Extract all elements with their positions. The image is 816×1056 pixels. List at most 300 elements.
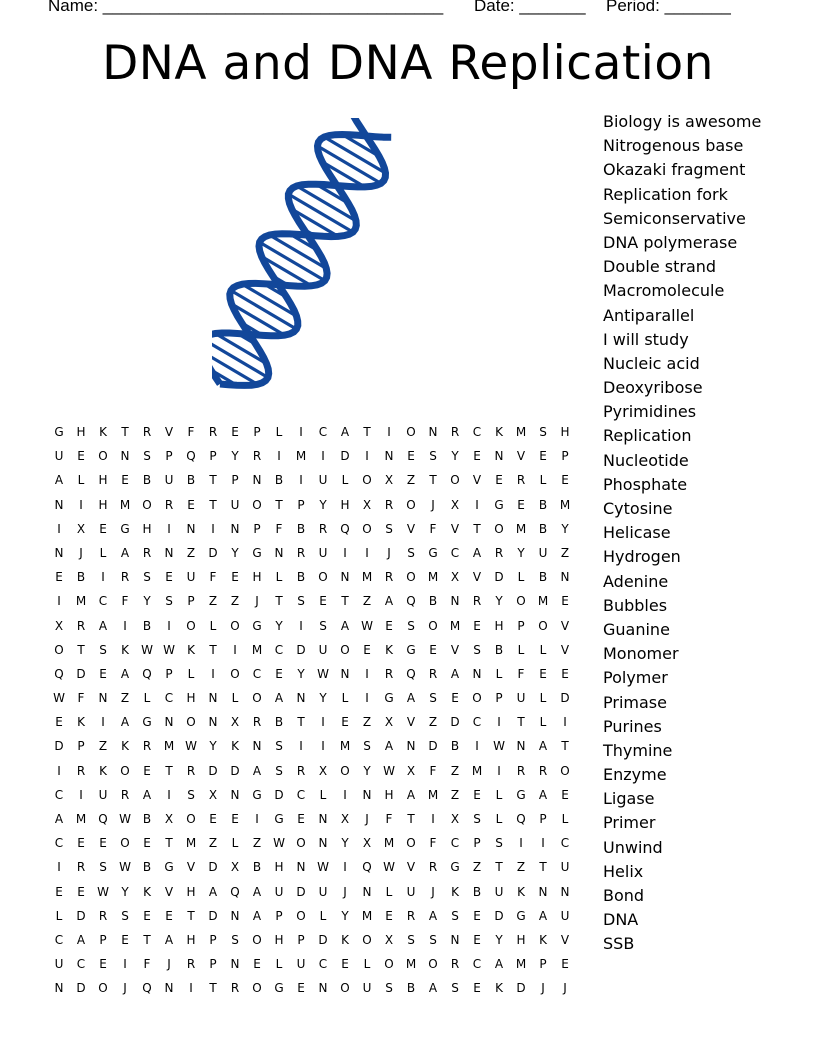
grid-letter: D <box>208 545 218 560</box>
grid-letter: N <box>318 836 328 851</box>
grid-letter: R <box>472 594 482 609</box>
grid-letter: E <box>77 884 85 899</box>
grid-letter: Z <box>230 594 240 609</box>
grid-letter: O <box>54 642 64 657</box>
grid-letter: H <box>274 932 284 947</box>
grid-letter: X <box>384 715 394 730</box>
grid-letter: E <box>451 691 459 706</box>
grid-letter: A <box>538 739 548 754</box>
grid-letter: H <box>186 884 196 899</box>
grid-letter: S <box>121 908 129 923</box>
grid-letter: E <box>473 908 481 923</box>
word-list-item: Macromolecule <box>603 281 725 301</box>
grid-letter: W <box>493 739 505 754</box>
grid-letter: Y <box>297 666 305 681</box>
word-list-item: Bubbles <box>603 595 668 615</box>
grid-letter: P <box>187 594 195 609</box>
grid-letter: K <box>143 884 151 899</box>
grid-letter: V <box>164 425 174 439</box>
grid-letter: B <box>428 594 438 609</box>
grid-letter: M <box>471 763 483 778</box>
grid-letter: E <box>495 473 503 488</box>
grid-letter: N <box>560 884 570 899</box>
grid-letter: X <box>208 787 218 802</box>
word-list-item: DNA polymerase <box>603 232 738 252</box>
grid-letter: O <box>340 981 350 996</box>
grid-letter: K <box>121 739 129 754</box>
word-list-item: Adenine <box>603 571 669 591</box>
grid-letter: H <box>560 425 570 439</box>
grid-letter: V <box>560 618 570 633</box>
grid-letter: T <box>165 763 173 778</box>
grid-letter: M <box>185 836 197 851</box>
grid-letter: G <box>274 981 284 996</box>
grid-letter: M <box>515 521 527 536</box>
grid-letter: F <box>121 594 129 609</box>
grid-letter: L <box>55 908 63 923</box>
grid-letter: E <box>561 594 569 609</box>
word-list-item: Cytosine <box>603 499 673 518</box>
worksheet-header <box>48 0 768 20</box>
grid-letter: T <box>209 497 217 512</box>
grid-letter: L <box>143 691 151 706</box>
grid-letter: E <box>429 642 437 657</box>
grid-letter: F <box>209 570 217 585</box>
grid-letter: G <box>164 860 174 875</box>
grid-letter: L <box>209 618 217 633</box>
word-list-item: Okazaki fragment <box>603 160 746 180</box>
grid-letter: H <box>516 932 526 947</box>
grid-letter: I <box>123 957 127 972</box>
grid-letter: B <box>450 739 460 754</box>
grid-letter: E <box>473 449 481 464</box>
grid-letter: I <box>277 449 281 464</box>
grid-letter: O <box>538 618 548 633</box>
grid-letter: T <box>187 908 195 923</box>
grid-letter: O <box>494 521 504 536</box>
grid-letter: O <box>340 763 350 778</box>
grid-letter: N <box>318 981 328 996</box>
word-list-item: Thymine <box>603 740 673 760</box>
grid-letter: X <box>406 763 416 778</box>
grid-letter: R <box>142 739 152 754</box>
grid-letter: A <box>164 932 174 947</box>
grid-letter: E <box>297 981 305 996</box>
grid-letter: S <box>429 932 437 947</box>
grid-letter: V <box>186 860 196 875</box>
grid-row <box>48 904 588 928</box>
grid-letter: F <box>143 957 151 972</box>
grid-letter: O <box>252 497 262 512</box>
grid-letter: B <box>186 473 196 488</box>
grid-letter: J <box>431 884 435 899</box>
grid-letter: A <box>384 739 394 754</box>
word-list <box>603 110 813 957</box>
grid-row <box>48 541 588 565</box>
grid-row <box>48 493 588 517</box>
word-list-item: Hydrogen <box>603 547 681 567</box>
grid-letter: O <box>252 932 262 947</box>
grid-letter: S <box>99 860 107 875</box>
grid-letter: U <box>362 981 372 996</box>
grid-letter: N <box>340 666 350 681</box>
grid-letter: S <box>319 618 327 633</box>
grid-letter: U <box>516 691 526 706</box>
grid-letter: R <box>516 763 526 778</box>
word-list-item: Unwind <box>603 837 663 857</box>
grid-letter: Q <box>362 860 372 875</box>
grid-letter: L <box>517 642 525 657</box>
grid-letter: S <box>495 836 503 851</box>
grid-letter: E <box>55 715 63 730</box>
grid-letter: Y <box>341 836 349 851</box>
grid-letter: P <box>473 836 481 851</box>
grid-letter: R <box>230 981 240 996</box>
grid-letter: T <box>539 860 547 875</box>
grid-letter: J <box>167 957 171 972</box>
grid-letter: Z <box>450 763 460 778</box>
grid-letter: O <box>406 425 416 439</box>
grid-letter: E <box>561 473 569 488</box>
grid-letter: I <box>387 425 391 439</box>
grid-letter: O <box>296 908 306 923</box>
grid-letter: R <box>142 545 152 560</box>
grid-letter: D <box>296 884 306 899</box>
grid-letter: B <box>274 473 284 488</box>
grid-letter: I <box>299 425 303 439</box>
grid-letter: R <box>186 957 196 972</box>
grid-letter: M <box>163 739 175 754</box>
grid-letter: K <box>99 763 107 778</box>
grid-letter: R <box>450 425 460 439</box>
grid-letter: N <box>164 981 174 996</box>
grid-letter: A <box>340 618 350 633</box>
grid-letter: X <box>362 836 372 851</box>
grid-letter: O <box>230 618 240 633</box>
grid-letter: P <box>231 473 239 488</box>
grid-letter: S <box>429 449 437 464</box>
grid-letter: V <box>450 642 460 657</box>
word-list-item: Ligase <box>603 789 655 809</box>
word-list-item: Deoxyribose <box>603 378 703 398</box>
grid-letter: E <box>363 642 371 657</box>
grid-letter: O <box>186 715 196 730</box>
word-list-item: Replication <box>603 426 692 446</box>
grid-row <box>48 759 588 783</box>
grid-letter: T <box>363 425 371 439</box>
grid-letter: S <box>407 932 415 947</box>
grid-letter: H <box>340 497 350 512</box>
grid-letter: G <box>252 787 262 802</box>
grid-letter: S <box>473 642 481 657</box>
grid-letter: S <box>231 932 239 947</box>
grid-letter: P <box>253 425 261 439</box>
grid-letter: R <box>76 763 86 778</box>
grid-letter: K <box>385 642 393 657</box>
grid-letter: J <box>541 981 545 996</box>
grid-letter: P <box>297 497 305 512</box>
grid-letter: E <box>253 957 261 972</box>
grid-letter: F <box>429 836 437 851</box>
grid-letter: U <box>560 860 570 875</box>
grid-letter: I <box>57 860 61 875</box>
grid-letter: I <box>343 860 347 875</box>
grid-letter: G <box>120 521 130 536</box>
grid-letter: G <box>384 691 394 706</box>
grid-letter: I <box>321 739 325 754</box>
grid-letter: X <box>340 812 350 826</box>
grid-letter: N <box>164 545 174 560</box>
grid-letter: W <box>383 860 395 875</box>
grid-letter: N <box>54 545 64 560</box>
grid-letter: N <box>54 497 64 512</box>
grid-letter: U <box>274 884 284 899</box>
grid-letter: P <box>539 812 547 826</box>
grid-letter: Z <box>208 836 218 851</box>
grid-letter: L <box>517 570 525 585</box>
grid-letter: L <box>319 787 327 802</box>
grid-letter: W <box>119 860 131 875</box>
grid-letter: U <box>494 884 504 899</box>
grid-letter: D <box>54 739 64 754</box>
grid-letter: D <box>340 449 350 464</box>
word-search-grid <box>48 420 588 1001</box>
grid-letter: N <box>274 545 284 560</box>
grid-letter: P <box>561 449 569 464</box>
grid-letter: I <box>101 715 105 730</box>
grid-letter: E <box>77 836 85 851</box>
grid-letter: Q <box>340 521 350 536</box>
grid-letter: V <box>472 473 482 488</box>
grid-letter: O <box>406 497 416 512</box>
grid-letter: K <box>187 642 195 657</box>
word-list-item: Guanine <box>603 619 670 639</box>
grid-letter: I <box>167 618 171 633</box>
grid-letter: P <box>209 932 217 947</box>
grid-letter: L <box>231 691 239 706</box>
grid-letter: I <box>255 812 259 826</box>
grid-letter: H <box>98 473 108 488</box>
grid-letter: N <box>296 691 306 706</box>
grid-letter: M <box>427 787 439 802</box>
grid-letter: U <box>98 787 108 802</box>
grid-letter: Q <box>142 666 152 681</box>
grid-letter: I <box>299 739 303 754</box>
grid-letter: P <box>165 449 173 464</box>
grid-letter: C <box>296 787 306 802</box>
grid-letter: H <box>142 521 152 536</box>
grid-letter: H <box>252 570 262 585</box>
grid-letter: S <box>165 594 173 609</box>
grid-letter: C <box>472 425 482 439</box>
grid-letter: D <box>318 932 328 947</box>
grid-letter: Z <box>208 594 218 609</box>
grid-letter: J <box>123 981 127 996</box>
grid-letter: I <box>299 618 303 633</box>
grid-letter: I <box>233 642 237 657</box>
grid-letter: N <box>428 425 438 439</box>
grid-letter: I <box>365 691 369 706</box>
grid-letter: A <box>472 545 482 560</box>
word-list-item: Pyrimidines <box>603 402 697 422</box>
grid-letter: M <box>449 618 461 633</box>
grid-letter: C <box>472 957 482 972</box>
grid-letter: O <box>252 981 262 996</box>
grid-letter: F <box>517 666 525 681</box>
grid-letter: Z <box>120 691 130 706</box>
grid-letter: V <box>516 449 526 464</box>
grid-row <box>48 928 588 952</box>
grid-letter: Z <box>472 860 482 875</box>
grid-letter: K <box>77 715 85 730</box>
grid-letter: Z <box>362 715 372 730</box>
grid-letter: I <box>299 473 303 488</box>
grid-letter: W <box>361 618 373 633</box>
grid-letter: R <box>98 908 108 923</box>
grid-letter: O <box>186 812 196 826</box>
grid-letter: C <box>54 836 64 851</box>
grid-letter: M <box>251 642 263 657</box>
word-list-item: Nucleic acid <box>603 353 700 373</box>
grid-letter: Y <box>561 521 569 536</box>
word-list-item: Phosphate <box>603 474 688 494</box>
grid-letter: V <box>472 570 482 585</box>
grid-letter: R <box>516 473 526 488</box>
grid-letter: O <box>406 570 416 585</box>
grid-letter: W <box>383 763 395 778</box>
grid-letter: S <box>451 981 459 996</box>
grid-letter: D <box>76 666 86 681</box>
grid-letter: O <box>98 981 108 996</box>
grid-letter: K <box>99 425 107 439</box>
grid-letter: I <box>189 981 193 996</box>
grid-letter: S <box>275 739 283 754</box>
grid-row <box>48 855 588 879</box>
grid-letter: U <box>560 908 570 923</box>
word-list-item: I will study <box>603 329 689 349</box>
grid-letter: P <box>297 932 305 947</box>
grid-letter: R <box>406 908 416 923</box>
grid-letter: Z <box>98 739 108 754</box>
grid-letter: S <box>187 787 195 802</box>
grid-letter: K <box>495 425 503 439</box>
grid-letter: O <box>406 836 416 851</box>
grid-letter: S <box>99 642 107 657</box>
grid-letter: E <box>55 884 63 899</box>
grid-letter: A <box>406 691 416 706</box>
grid-letter: T <box>297 715 305 730</box>
grid-row <box>48 662 588 686</box>
grid-letter: I <box>475 497 479 512</box>
grid-letter: A <box>54 473 64 488</box>
grid-letter: M <box>119 497 131 512</box>
grid-letter: Y <box>341 908 349 923</box>
grid-letter: N <box>450 594 460 609</box>
grid-letter: P <box>209 449 217 464</box>
grid-letter: U <box>318 545 328 560</box>
grid-letter: E <box>341 957 349 972</box>
grid-letter: O <box>318 570 328 585</box>
grid-letter: O <box>362 521 372 536</box>
grid-letter: H <box>186 932 196 947</box>
grid-letter: Y <box>517 545 525 560</box>
grid-letter: A <box>120 666 130 681</box>
grid-letter: O <box>186 618 196 633</box>
grid-letter: Z <box>428 715 438 730</box>
grid-row <box>48 734 588 758</box>
grid-letter: B <box>406 981 416 996</box>
grid-letter: M <box>295 449 307 464</box>
grid-letter: X <box>164 812 174 826</box>
grid-letter: X <box>384 473 394 488</box>
grid-letter: J <box>387 545 391 560</box>
grid-row <box>48 420 588 444</box>
grid-letter: A <box>252 763 262 778</box>
grid-letter: O <box>98 449 108 464</box>
grid-letter: E <box>561 957 569 972</box>
grid-letter: O <box>472 691 482 706</box>
grid-letter: N <box>362 884 372 899</box>
grid-letter: K <box>539 932 547 947</box>
word-list-item: Antiparallel <box>603 305 695 325</box>
grid-letter: S <box>429 691 437 706</box>
grid-letter: Y <box>143 594 151 609</box>
grid-letter: E <box>385 618 393 633</box>
grid-row <box>48 976 588 1000</box>
grid-letter: O <box>560 763 570 778</box>
grid-letter: P <box>99 932 107 947</box>
grid-letter: O <box>450 473 460 488</box>
grid-letter: J <box>431 497 435 512</box>
grid-letter: R <box>428 860 438 875</box>
grid-letter: E <box>209 812 217 826</box>
grid-letter: N <box>54 981 64 996</box>
grid-letter: Q <box>54 666 64 681</box>
grid-letter: G <box>252 618 262 633</box>
grid-letter: R <box>142 425 152 439</box>
dna-helix-icon <box>212 118 417 398</box>
grid-letter: N <box>560 570 570 585</box>
grid-letter: I <box>79 497 83 512</box>
grid-letter: E <box>473 932 481 947</box>
grid-letter: Y <box>231 449 239 464</box>
grid-letter: E <box>77 449 85 464</box>
grid-letter: E <box>165 908 173 923</box>
grid-letter: E <box>143 836 151 851</box>
grid-letter: N <box>208 691 218 706</box>
grid-letter: F <box>275 521 283 536</box>
grid-letter: Q <box>406 666 416 681</box>
grid-letter: N <box>494 449 504 464</box>
grid-letter: I <box>167 787 171 802</box>
grid-letter: A <box>98 618 108 633</box>
grid-letter: O <box>142 497 152 512</box>
grid-letter: F <box>77 691 85 706</box>
grid-letter: N <box>98 691 108 706</box>
grid-letter: A <box>340 425 350 439</box>
grid-letter: I <box>101 570 105 585</box>
grid-letter: S <box>385 981 393 996</box>
grid-letter: N <box>318 812 328 826</box>
grid-letter: A <box>274 691 284 706</box>
grid-letter: E <box>231 425 239 439</box>
grid-letter: O <box>384 957 394 972</box>
grid-letter: M <box>515 957 527 972</box>
grid-letter: I <box>57 594 61 609</box>
grid-letter: Q <box>98 812 108 826</box>
grid-letter: E <box>473 981 481 996</box>
grid-letter: L <box>539 715 547 730</box>
